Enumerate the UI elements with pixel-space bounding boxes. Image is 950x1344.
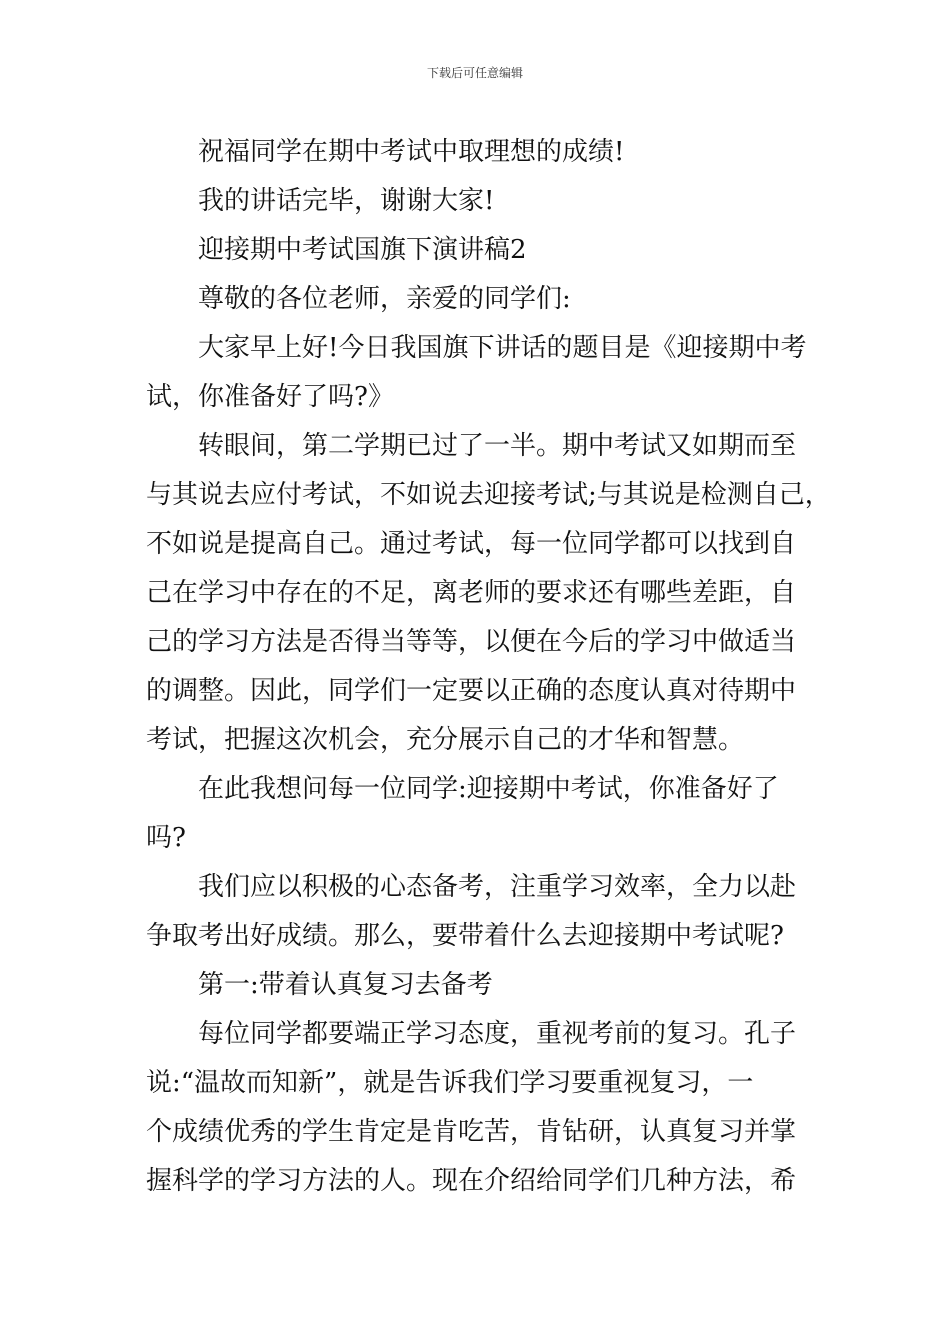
text-line: 争取考出好成绩。那么，要带着什么去迎接期中考试呢?: [146, 921, 784, 951]
text-line: 己在学习中存在的不足，离老师的要求还有哪些差距，自: [146, 578, 797, 608]
speech-title: [146, 226, 826, 275]
paragraph-closing: [146, 177, 826, 226]
text-line: 考试，把握这次机会，充分展示自己的才华和智慧。: [146, 725, 745, 755]
text-line: 个成绩优秀的学生肯定是肯吃苦，肯钻研，认真复习并掌: [146, 1117, 797, 1147]
paragraph-greeting: [146, 324, 826, 422]
paragraph-salutation: [146, 275, 826, 324]
paragraph-review: [146, 1010, 826, 1206]
paragraph-blessing: [146, 128, 826, 177]
text-line: 试，你准备好了吗?》: [146, 382, 394, 412]
text-line: 祝福同学在期中考试中取理想的成绩!: [198, 137, 625, 167]
text-line: 尊敬的各位老师，亲爱的同学们:: [198, 284, 571, 314]
document-body: [146, 128, 831, 1206]
text-line: 我的讲话完毕，谢谢大家!: [198, 186, 495, 216]
text-line: 不如说是提高自己。通过考试，每一位同学都可以找到自: [146, 529, 797, 559]
paragraph-question: [146, 765, 826, 863]
text-line: 第一:带着认真复习去备考: [198, 970, 493, 1000]
text-line: 的调整。因此，同学们一定要以正确的态度认真对待期中: [146, 676, 797, 706]
text-line: 说:“温故而知新”，就是告诉我们学习要重视复习，一: [146, 1068, 754, 1098]
text-line: 转眼间，第二学期已过了一半。期中考试又如期而至: [198, 431, 797, 461]
text-line: 大家早上好!今日我国旗下讲话的题目是《迎接期中考: [198, 333, 807, 363]
text-line: 吗?: [146, 823, 186, 853]
paragraph-attitude: [146, 863, 826, 961]
text-line: 在此我想问每一位同学:迎接期中考试，你准备好了: [198, 774, 779, 804]
text-line: 与其说去应付考试，不如说去迎接考试;与其说是检测自己，: [146, 480, 831, 510]
text-line: 我们应以积极的心态备考，注重学习效率，全力以赴: [198, 872, 797, 902]
text-line: 己的学习方法是否得当等等，以便在今后的学习中做适当: [146, 627, 797, 657]
page-header-note: 下载后可任意编辑: [426, 66, 523, 80]
paragraph-intro: [146, 422, 831, 765]
text-line: 握科学的学习方法的人。现在介绍给同学们几种方法，希: [146, 1166, 797, 1196]
section-heading-first: [146, 961, 826, 1010]
text-line: 每位同学都要端正学习态度，重视考前的复习。孔子: [198, 1019, 797, 1049]
text-line: 迎接期中考试国旗下演讲稿2: [198, 235, 527, 265]
